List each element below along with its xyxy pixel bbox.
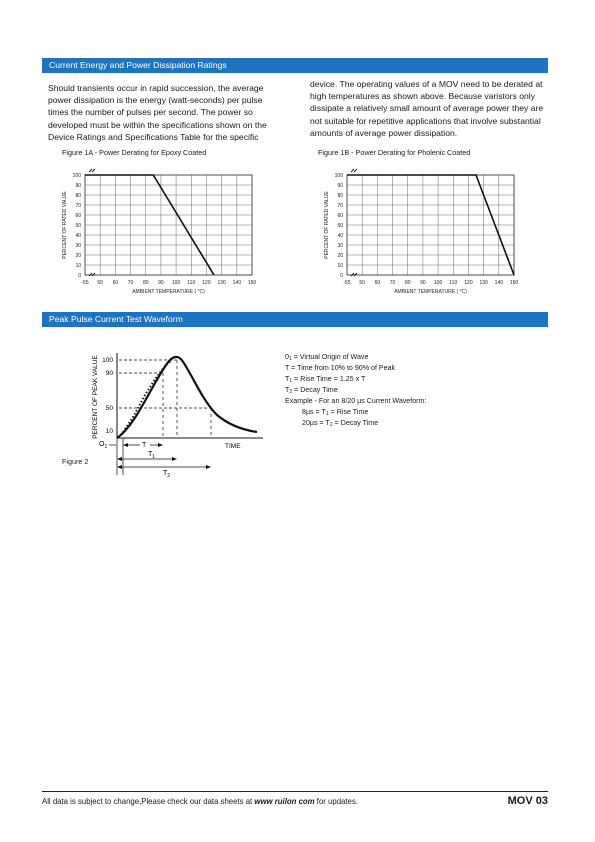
x-axis-label: AMBIENT TEMPERATURE ( °C) — [132, 289, 205, 295]
t2-label: $T_2$ — [163, 470, 171, 479]
x-tick-label: 130 — [479, 280, 488, 286]
x-tick-label: 50 — [359, 280, 365, 286]
y-tick-label: 90 — [337, 183, 343, 189]
figure-1a-caption: Figure 1A - Power Derating for Epoxy Coated — [62, 148, 207, 157]
x-tick-label: 60 — [374, 280, 381, 286]
y-tick-label: 10 — [337, 263, 343, 269]
x-tick-label: 70 — [127, 280, 134, 286]
x-tick-label: -55 — [81, 280, 89, 286]
x-tick-label: 60 — [112, 280, 119, 286]
y-tick-label: 50 — [75, 223, 81, 229]
y-tick-label: 90 — [75, 183, 81, 189]
x-axis-label: AMBIENT TEMPERATURE ( °C) — [394, 289, 467, 295]
y-tick-label: 60 — [337, 213, 343, 219]
y-tick-label: 70 — [75, 203, 81, 209]
x-tick-label: 80 — [404, 280, 411, 286]
y-tick-label: 100 — [72, 173, 81, 179]
x-tick-label: 90 — [158, 280, 164, 286]
page-number: MOV 03 — [507, 795, 548, 807]
y-tick-label: 30 — [75, 243, 81, 249]
y-axis-label: PERCENT OF RATED VALUE — [62, 191, 68, 259]
figure-1b-caption: Figure 1B - Power Derating for Pholenic Coated — [318, 148, 471, 157]
y-tick-label: 80 — [75, 193, 81, 199]
waveform-curve — [117, 357, 257, 438]
x-tick-label: 90 — [420, 280, 426, 286]
time-axis-label: TIME — [225, 443, 241, 450]
y-tick-10: 10 — [105, 428, 113, 435]
x-tick-label: 70 — [389, 280, 396, 286]
x-tick-label: 110 — [449, 280, 458, 286]
y-tick-label: 80 — [337, 193, 343, 199]
y-tick-label: 40 — [337, 233, 343, 239]
x-tick-label: 100 — [433, 280, 443, 286]
footer-url[interactable]: www ruilon com — [254, 797, 315, 806]
test-waveform-diagram — [85, 335, 285, 485]
t1-label: $T_1$ — [148, 451, 156, 460]
x-tick-label: 140 — [232, 280, 241, 286]
x-tick-label: -55 — [343, 280, 351, 286]
t1-arrow-right — [172, 457, 177, 461]
y-tick-100: 100 — [102, 357, 113, 364]
y-tick-90: 90 — [105, 370, 113, 377]
x-tick-label: 150 — [509, 280, 519, 286]
x-tick-label: 140 — [494, 280, 503, 286]
t-arrow-right — [158, 443, 163, 447]
figure-2-caption: Figure 2 — [62, 457, 89, 466]
footer-rule — [42, 791, 548, 792]
x-tick-label: 150 — [247, 280, 257, 286]
waveform-y-axis-label: PERCENT OF PEAK VALUE — [92, 355, 99, 439]
x-tick-label: 120 — [202, 280, 211, 286]
footer-note: All data is subject to change,Please check our data sheets at www ruilon com for updates. — [42, 797, 358, 806]
body-text-left: Should transients occur in rapid succession, the average power dissipation is the energy (watt-seconds) per pulse times the number of pulses per second. The power so developed must be within the specifications shown on the Device Ratings and Specifications Table for the specific — [48, 83, 267, 142]
y-tick-label: 100 — [334, 173, 343, 179]
x-tick-label: 130 — [217, 280, 226, 286]
legend-example-rise: $8\mu s = T_1$ = Rise Time — [302, 408, 369, 417]
derating-chart-phenolic — [320, 156, 530, 296]
section-title-test-waveform: Peak Pulse Current Test Waveform — [42, 312, 548, 327]
axis-break-mark — [351, 273, 357, 276]
y-tick-50: 50 — [105, 405, 113, 412]
t-label: T — [142, 442, 147, 449]
section-title-energy-ratings: Current Energy and Power Dissipation Ratings — [42, 58, 548, 73]
y-axis-label: PERCENT OF RATED VALUE — [324, 191, 330, 259]
legend-rise-time: $T_1$ = Rise Time = 1.25 x T — [285, 375, 366, 384]
x-tick-label: 120 — [464, 280, 473, 286]
axis-break-mark — [351, 169, 357, 172]
x-tick-label: 100 — [171, 280, 181, 286]
t-arrow-left — [123, 443, 128, 447]
y-tick-label: 10 — [75, 263, 81, 269]
y-tick-label: 20 — [337, 253, 343, 259]
t2-arrow-left — [117, 465, 122, 469]
legend-example-decay: $20\mu s = T_2$ = Decay Time — [302, 419, 379, 428]
y-tick-label: 60 — [75, 213, 81, 219]
y-tick-label: 70 — [337, 203, 343, 209]
x-tick-label: 80 — [142, 280, 149, 286]
legend-example: Example - For an 8/20 µs Current Waveform: — [285, 397, 427, 405]
y-tick-label: 20 — [75, 253, 81, 259]
body-text-right: device. The operating values of a MOV need to be derated at high temperatures as shown above. Because varistors only dissipate a relatively small amount of average power they are not suitable for repetitive applications that involve substantial amounts of average power dissipation. — [310, 79, 544, 138]
legend-origin: $0_1$ = Virtual Origin of Wave — [285, 353, 369, 362]
origin-label: $O_1$ — [99, 441, 108, 450]
y-tick-label: 30 — [337, 243, 343, 249]
legend-t: T = Time from 10% to 90% of Peak — [285, 364, 396, 372]
y-tick-label: 0 — [340, 273, 343, 279]
y-tick-label: 0 — [78, 273, 81, 279]
x-tick-label: 110 — [187, 280, 196, 286]
x-tick-label: 50 — [97, 280, 103, 286]
t2-arrow-right — [206, 465, 211, 469]
axis-break-mark — [89, 273, 95, 276]
t1-arrow-left — [117, 457, 122, 461]
derating-chart-epoxy — [58, 156, 268, 296]
axis-break-mark — [89, 169, 95, 172]
legend-decay-time: $T_2$ = Decay Time — [285, 386, 338, 395]
y-tick-label: 40 — [75, 233, 81, 239]
y-tick-label: 50 — [337, 223, 343, 229]
